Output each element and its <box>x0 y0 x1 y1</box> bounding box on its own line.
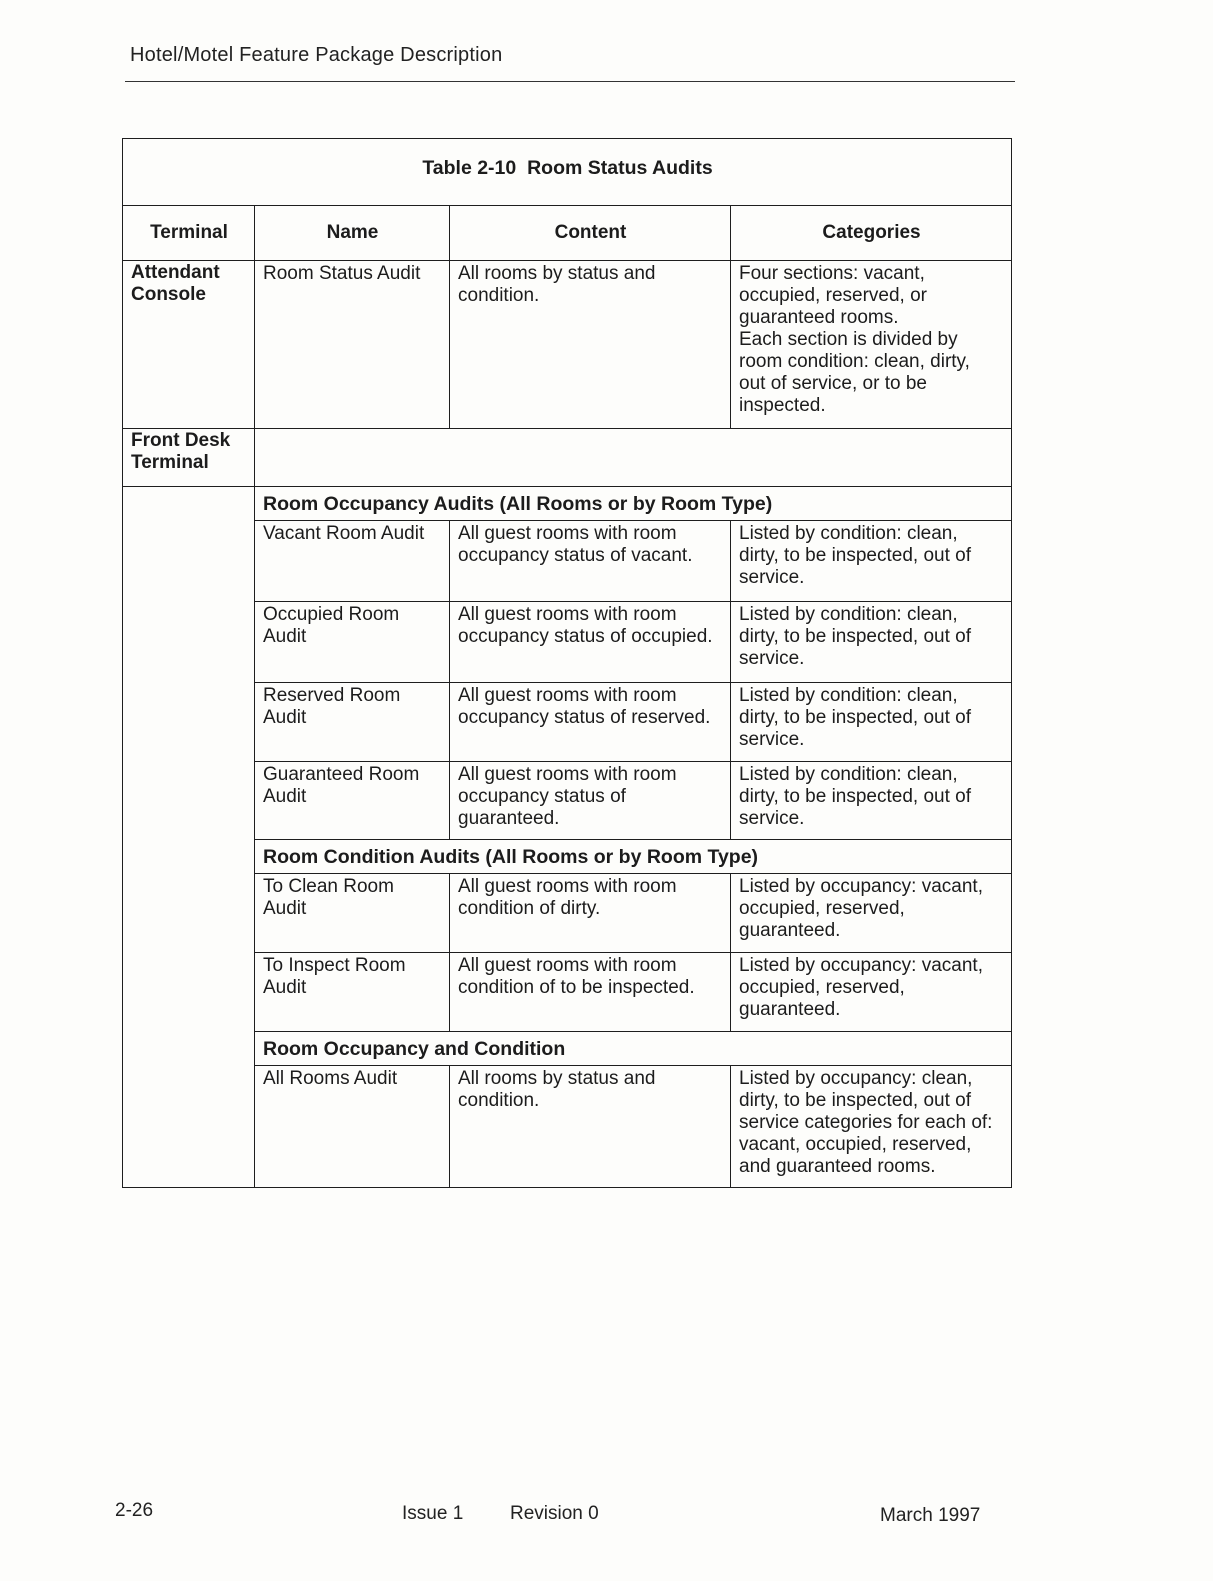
table-title: Table 2-10 Room Status Audits <box>123 139 1012 206</box>
audit-categories-cell: Four sections: vacant, occupied, reserved, or guaranteed rooms. Each section is divided by room condition: clean, dirty, out of service, or to be inspected. <box>731 261 1012 429</box>
section-heading-row <box>123 840 1012 874</box>
section-heading-row <box>123 487 1012 521</box>
table-row <box>123 953 1012 1032</box>
audit-categories-cell: Listed by condition: clean, dirty, to be inspected, out of service. <box>731 683 1012 762</box>
column-header-row <box>123 206 1012 261</box>
section-heading: Room Occupancy and Condition <box>255 1032 1012 1066</box>
audit-categories-cell: Listed by occupancy: clean, dirty, to be inspected, out of service categories for each of: vacant, occupied, reserved, and guaranteed rooms. <box>731 1066 1012 1188</box>
table-row <box>123 521 1012 602</box>
audit-name-cell: To Inspect Room Audit <box>255 953 450 1032</box>
audit-content-cell: All rooms by status and condition. <box>450 1066 731 1188</box>
section-heading-row <box>123 1032 1012 1066</box>
audit-categories-cell: Listed by occupancy: vacant, occupied, reserved, guaranteed. <box>731 953 1012 1032</box>
audit-categories-cell: Listed by condition: clean, dirty, to be inspected, out of service. <box>731 762 1012 840</box>
audit-content-cell: All guest rooms with room occupancy status of guaranteed. <box>450 762 731 840</box>
audit-name-cell: Reserved Room Audit <box>255 683 450 762</box>
audit-categories-cell: Listed by condition: clean, dirty, to be inspected, out of service. <box>731 521 1012 602</box>
terminal-cell: Attendant Console <box>123 261 255 429</box>
terminal-blank-cell <box>123 487 255 1188</box>
audit-name-cell: Room Status Audit <box>255 261 450 429</box>
issue-label: Issue 1 <box>402 1503 464 1524</box>
audit-content-cell: All guest rooms with room condition of to be inspected. <box>450 953 731 1032</box>
audit-content-cell: All guest rooms with room occupancy status of vacant. <box>450 521 731 602</box>
table-row <box>123 683 1012 762</box>
column-header-categories: Categories <box>731 206 1012 261</box>
section-heading: Room Occupancy Audits (All Rooms or by Room Type) <box>255 487 1012 521</box>
audit-name-cell: Occupied Room Audit <box>255 602 450 683</box>
terminal-cell: Front Desk Terminal <box>123 429 255 487</box>
column-header-name: Name <box>255 206 450 261</box>
header-rule <box>125 81 1015 82</box>
audit-content-cell: All guest rooms with room occupancy status of reserved. <box>450 683 731 762</box>
audit-name-cell: To Clean Room Audit <box>255 874 450 953</box>
title-row <box>123 139 1012 206</box>
column-header-content: Content <box>450 206 731 261</box>
table-row-attendant-console <box>123 261 1012 429</box>
section-heading: Room Condition Audits (All Rooms or by Room Type) <box>255 840 1012 874</box>
table-row <box>123 874 1012 953</box>
room-status-audits-table <box>122 138 1012 1188</box>
table-row <box>123 762 1012 840</box>
audit-name-cell: All Rooms Audit <box>255 1066 450 1188</box>
date-label: March 1997 <box>880 1505 981 1526</box>
audit-content-cell: All rooms by status and condition. <box>450 261 731 429</box>
table-row-front-desk <box>123 429 1012 487</box>
page-number: 2-26 <box>115 1500 154 1521</box>
empty-cell <box>255 429 1012 487</box>
table-row <box>123 1066 1012 1188</box>
running-header: Hotel/Motel Feature Package Description <box>130 44 503 66</box>
audit-content-cell: All guest rooms with room occupancy status of occupied. <box>450 602 731 683</box>
audit-categories-cell: Listed by condition: clean, dirty, to be inspected, out of service. <box>731 602 1012 683</box>
revision-label: Revision 0 <box>510 1503 599 1524</box>
column-header-terminal: Terminal <box>123 206 255 261</box>
table-row <box>123 602 1012 683</box>
audit-name-cell: Guaranteed Room Audit <box>255 762 450 840</box>
audit-content-cell: All guest rooms with room condition of dirty. <box>450 874 731 953</box>
audit-name-cell: Vacant Room Audit <box>255 521 450 602</box>
audit-categories-cell: Listed by occupancy: vacant, occupied, reserved, guaranteed. <box>731 874 1012 953</box>
